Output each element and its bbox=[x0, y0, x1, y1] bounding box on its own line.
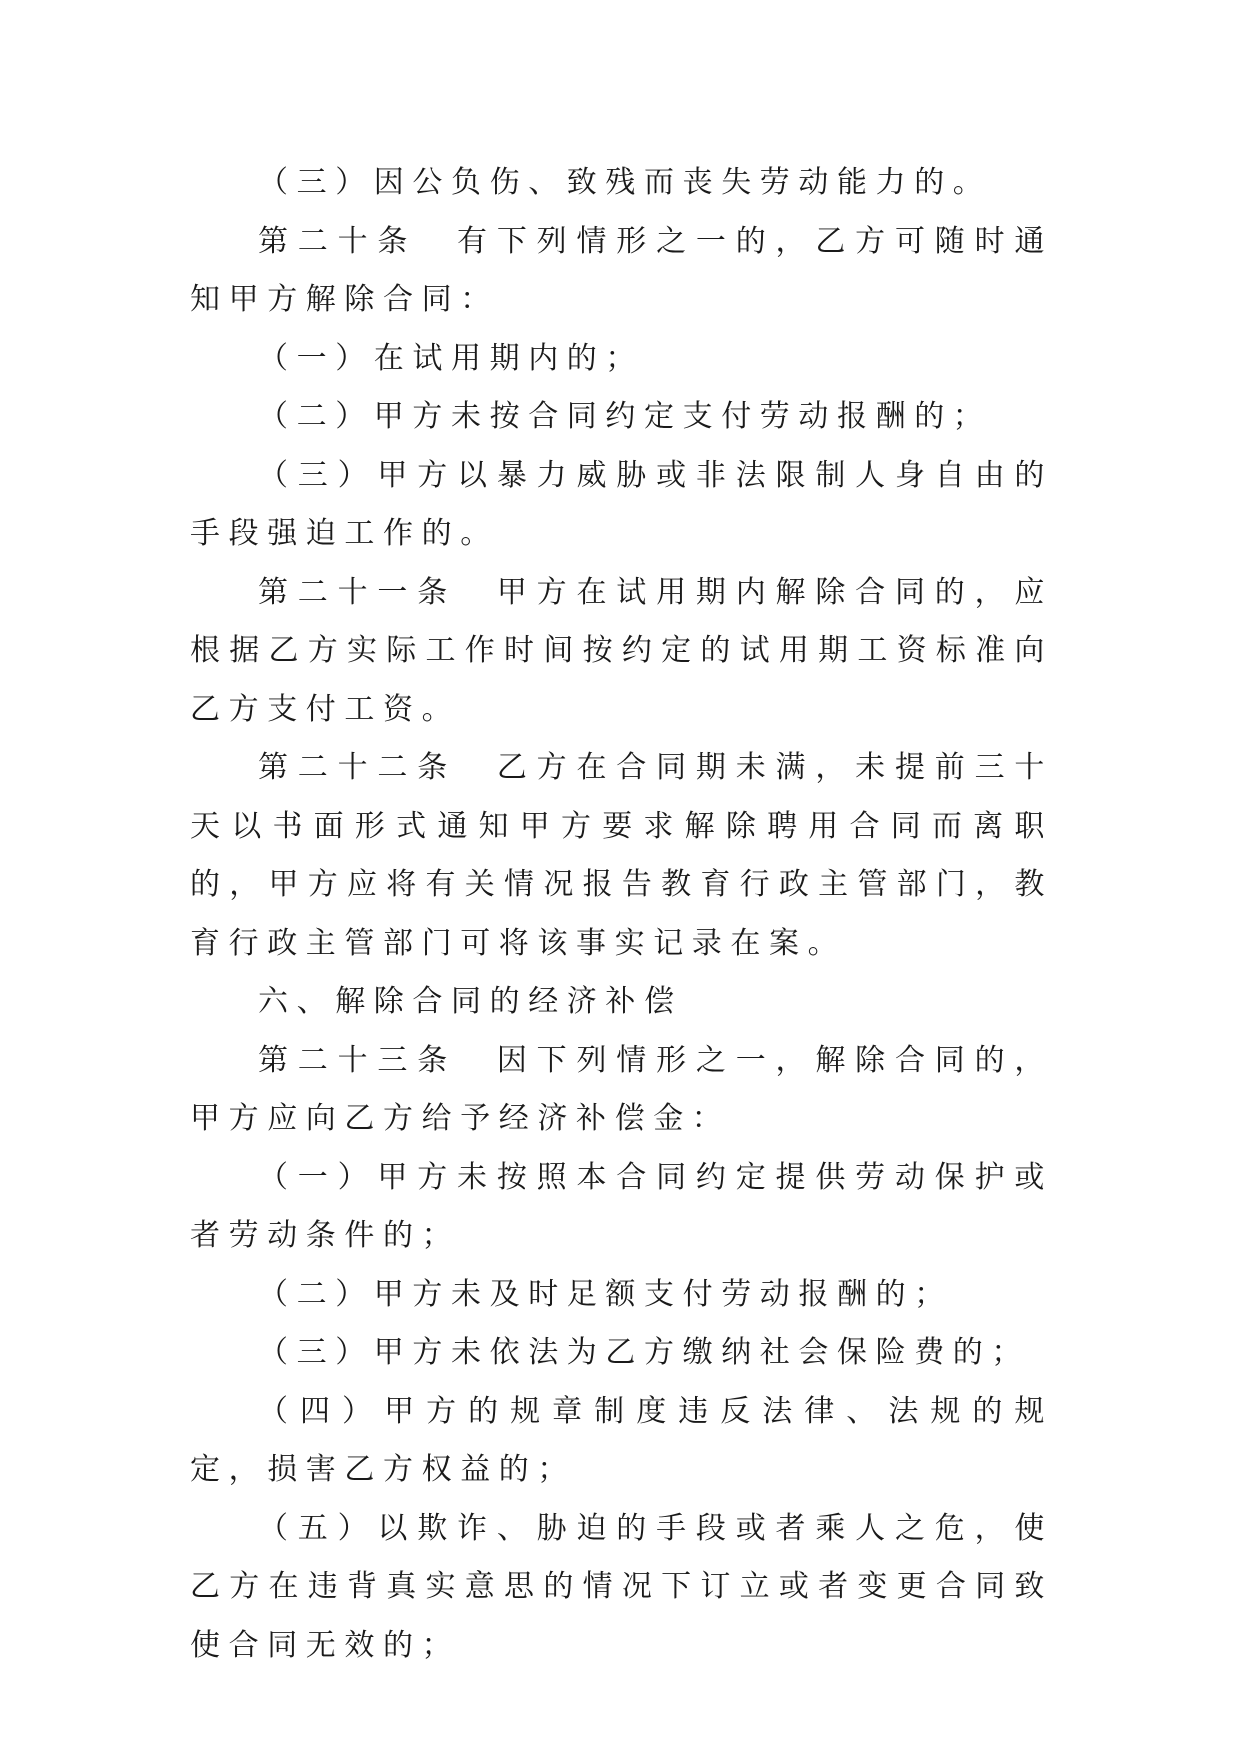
section-heading: 六、解除合同的经济补偿 bbox=[258, 984, 683, 1019]
clause-paragraph: （三）因公负伤、致残而丧失劳动能力的。 bbox=[258, 165, 992, 200]
clause-paragraph: （三）甲方未依法为乙方缴纳社会保险费的； bbox=[258, 1335, 1030, 1370]
document-body bbox=[190, 154, 1053, 1675]
clause-paragraph: （二）甲方未按合同约定支付劳动报酬的； bbox=[258, 399, 992, 434]
clause-paragraph: （四）甲方的规章制度违反法律、法规的规定，损害乙方权益的； bbox=[190, 1393, 1053, 1487]
clause-paragraph: （五）以欺诈、胁迫的手段或者乘人之危，使乙方在违背真实意思的情况下订立或者变更合同致使合同无效的； bbox=[190, 1510, 1053, 1663]
article-21-paragraph: 第二十一条 甲方在试用期内解除合同的，应根据乙方实际工作时间按约定的试用期工资标准向乙方支付工资。 bbox=[190, 574, 1053, 727]
article-22-paragraph: 第二十二条 乙方在合同期未满，未提前三十天以书面形式通知甲方要求解除聘用合同而离职的，甲方应将有关情况报告教育行政主管部门，教育行政主管部门可将该事实记录在案。 bbox=[190, 750, 1053, 961]
clause-paragraph: （二）甲方未及时足额支付劳动报酬的； bbox=[258, 1276, 953, 1312]
clause-paragraph: （一）甲方未按照本合同约定提供劳动保护或者劳动条件的； bbox=[190, 1159, 1053, 1253]
clause-paragraph: （一）在试用期内的； bbox=[258, 340, 644, 376]
clause-paragraph: （三）甲方以暴力威胁或非法限制人身自由的手段强迫工作的。 bbox=[190, 457, 1053, 551]
article-20-paragraph: 第二十条 有下列情形之一的，乙方可随时通知甲方解除合同： bbox=[190, 223, 1053, 317]
article-23-paragraph: 第二十三条 因下列情形之一，解除合同的，甲方应向乙方给予经济补偿金： bbox=[190, 1042, 1053, 1136]
